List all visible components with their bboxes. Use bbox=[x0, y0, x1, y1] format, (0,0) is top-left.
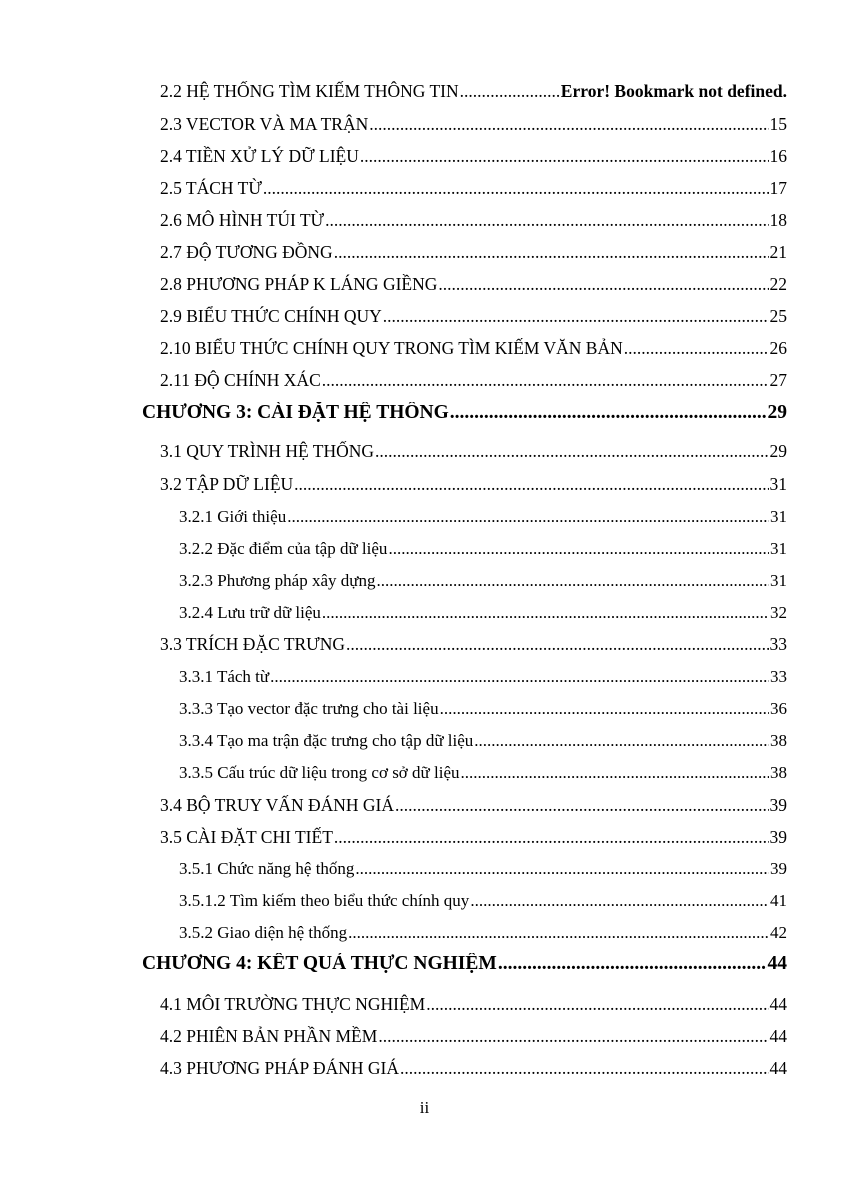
toc-entry-label: 2.11 ĐỘ CHÍNH XÁC bbox=[160, 370, 321, 390]
dot-leader bbox=[474, 731, 769, 751]
toc-entry-label: 2.8 PHƯƠNG PHÁP K LÁNG GIỀNG bbox=[160, 274, 438, 294]
toc-entry-page: 42 bbox=[770, 923, 787, 942]
toc-entry-label: 3.3.4 Tạo ma trận đặc trưng cho tập dữ liệu bbox=[179, 731, 474, 750]
toc-entry-page: 27 bbox=[769, 370, 787, 390]
toc-subentry[interactable] bbox=[179, 539, 787, 559]
toc-entry-label: 2.9 BIỂU THỨC CHÍNH QUY bbox=[160, 306, 382, 326]
toc-entry-page: 33 bbox=[769, 634, 787, 654]
toc-entry-label: 3.5.1 Chức năng hệ thống bbox=[179, 859, 355, 878]
toc-entry-label: 2.2 HỆ THỐNG TÌM KIẾM THÔNG TIN bbox=[160, 81, 459, 101]
toc-entry-page: 21 bbox=[769, 242, 787, 262]
dot-leader bbox=[369, 114, 768, 135]
toc-subentry[interactable] bbox=[179, 507, 787, 527]
toc-entry-label: 3.2.2 Đặc điểm của tập dữ liệu bbox=[179, 539, 388, 558]
toc-entry[interactable] bbox=[160, 242, 787, 263]
dot-leader bbox=[426, 994, 768, 1015]
toc-entry[interactable] bbox=[160, 634, 787, 655]
toc-entry-page: 18 bbox=[769, 210, 787, 230]
toc-entry-page: 26 bbox=[769, 338, 787, 358]
toc-entry-page: 44 bbox=[769, 1026, 787, 1046]
toc-entry[interactable] bbox=[160, 306, 787, 327]
toc-subentry[interactable] bbox=[179, 859, 787, 879]
toc-entry-page: 44 bbox=[767, 953, 787, 974]
toc-entry[interactable] bbox=[160, 441, 787, 462]
dot-leader bbox=[287, 507, 769, 527]
toc-entry[interactable] bbox=[160, 795, 787, 816]
toc-subentry[interactable] bbox=[179, 891, 787, 911]
toc-entry-page: 17 bbox=[769, 178, 787, 198]
toc-subentry[interactable] bbox=[179, 923, 787, 943]
toc-subentry[interactable] bbox=[179, 603, 787, 623]
dot-leader bbox=[322, 603, 769, 623]
toc-subentry[interactable] bbox=[179, 667, 787, 687]
dot-leader bbox=[348, 923, 769, 943]
toc-entry[interactable] bbox=[160, 114, 787, 135]
dot-leader bbox=[346, 634, 768, 655]
toc-entry[interactable] bbox=[160, 994, 787, 1015]
toc-entry-page: 38 bbox=[770, 731, 787, 750]
toc-entry-label: 2.4 TIỀN XỬ LÝ DỮ LIỆU bbox=[160, 146, 359, 166]
toc-entry-page: 15 bbox=[769, 114, 787, 134]
toc-entry-page: 31 bbox=[770, 507, 787, 526]
toc-entry-page: 31 bbox=[769, 474, 787, 494]
toc-entry-page: 39 bbox=[770, 859, 787, 878]
toc-entry[interactable] bbox=[160, 338, 787, 359]
toc-chapter-entry[interactable] bbox=[142, 953, 787, 975]
dot-leader bbox=[270, 667, 769, 687]
toc-entry[interactable] bbox=[160, 146, 787, 167]
toc-entry-label: 4.2 PHIÊN BẢN PHẦN MỀM bbox=[160, 1026, 378, 1046]
toc-entry-label: 4.3 PHƯƠNG PHÁP ĐÁNH GIÁ bbox=[160, 1058, 399, 1078]
toc-entry-label: 3.5.2 Giao diện hệ thống bbox=[179, 923, 348, 942]
toc-entry-label: 3.5 CÀI ĐẶT CHI TIẾT bbox=[160, 827, 333, 847]
toc-entry[interactable] bbox=[160, 81, 787, 102]
toc-subentry[interactable] bbox=[179, 731, 787, 751]
toc-entry[interactable] bbox=[160, 827, 787, 848]
toc-entry-label: 2.3 VECTOR VÀ MA TRẬN bbox=[160, 114, 369, 134]
dot-leader bbox=[325, 210, 768, 231]
toc-entry-label: 3.2.1 Giới thiệu bbox=[179, 507, 287, 526]
dot-leader bbox=[624, 338, 769, 359]
toc-entry-label: CHƯƠNG 3: CÀI ĐẶT HỆ THỐNG bbox=[142, 402, 449, 423]
toc-entry-page: 29 bbox=[767, 402, 787, 423]
dot-leader bbox=[383, 306, 769, 327]
toc-entry-page: 16 bbox=[769, 146, 787, 166]
toc-entry-label: 3.4 BỘ TRUY VẤN ĐÁNH GIÁ bbox=[160, 795, 394, 815]
toc-entry-label: CHƯƠNG 4: KẾT QUẢ THỰC NGHIỆM bbox=[142, 953, 497, 974]
dot-leader bbox=[360, 146, 769, 167]
dot-leader bbox=[395, 795, 769, 816]
toc-entry-page: 33 bbox=[770, 667, 787, 686]
toc-entry[interactable] bbox=[160, 178, 787, 199]
toc-entry-label: 4.1 MÔI TRƯỜNG THỰC NGHIỆM bbox=[160, 994, 426, 1014]
toc-entry-label: 3.5.1.2 Tìm kiếm theo biểu thức chính quy bbox=[179, 891, 470, 910]
toc-entry[interactable] bbox=[160, 210, 787, 231]
toc-entry-page: 44 bbox=[769, 1058, 787, 1078]
toc-subentry[interactable] bbox=[179, 763, 787, 783]
toc-entry-label: 2.6 MÔ HÌNH TÚI TỪ bbox=[160, 210, 325, 230]
dot-leader bbox=[355, 859, 769, 879]
toc-entry-page: 39 bbox=[769, 795, 787, 815]
dot-leader bbox=[334, 827, 769, 848]
toc-entry-page: 39 bbox=[769, 827, 787, 847]
toc-entry-page: 29 bbox=[769, 441, 787, 461]
dot-leader bbox=[378, 1026, 768, 1047]
toc-entry-page: 31 bbox=[770, 571, 787, 590]
toc-entry-label: 3.3 TRÍCH ĐẶC TRƯNG bbox=[160, 634, 346, 654]
toc-entry-page: 38 bbox=[770, 763, 787, 782]
dot-leader bbox=[450, 402, 767, 424]
dot-leader bbox=[263, 178, 769, 199]
toc-entry-page: 32 bbox=[770, 603, 787, 622]
toc-chapter-entry[interactable] bbox=[142, 402, 787, 424]
toc-entry-label: 3.2.3 Phương pháp xây dựng bbox=[179, 571, 376, 590]
toc-entry-label: 3.2 TẬP DỮ LIỆU bbox=[160, 474, 294, 494]
toc-entry-page: 31 bbox=[770, 539, 787, 558]
toc-entry-page: 25 bbox=[769, 306, 787, 326]
toc-entry[interactable] bbox=[160, 370, 787, 391]
toc-entry[interactable] bbox=[160, 1058, 787, 1079]
toc-entry[interactable] bbox=[160, 274, 787, 295]
dot-leader bbox=[461, 763, 770, 783]
toc-entry-page: 36 bbox=[770, 699, 787, 718]
toc-entry-label: 3.1 QUY TRÌNH HỆ THỐNG bbox=[160, 441, 375, 461]
dot-leader bbox=[388, 539, 769, 559]
toc-entry-label: 2.7 ĐỘ TƯƠNG ĐỒNG bbox=[160, 242, 333, 262]
dot-leader bbox=[400, 1058, 769, 1079]
dot-leader bbox=[375, 441, 768, 462]
toc-entry-label: 2.5 TÁCH TỪ bbox=[160, 178, 262, 198]
toc-subentry[interactable] bbox=[179, 699, 787, 719]
toc-entry-page: Error! Bookmark not defined. bbox=[560, 81, 787, 101]
dot-leader bbox=[460, 81, 560, 102]
page-number: ii bbox=[419, 1098, 430, 1117]
dot-leader bbox=[294, 474, 768, 495]
toc-entry-page: 44 bbox=[769, 994, 787, 1014]
toc-subentry[interactable] bbox=[179, 571, 787, 591]
toc-entry[interactable] bbox=[160, 1026, 787, 1047]
toc-entry-label: 3.2.4 Lưu trữ dữ liệu bbox=[179, 603, 321, 622]
dot-leader bbox=[470, 891, 769, 911]
dot-leader bbox=[322, 370, 769, 391]
dot-leader bbox=[334, 242, 769, 263]
toc-entry-label: 3.3.3 Tạo vector đặc trưng cho tài liệu bbox=[179, 699, 439, 718]
dot-leader bbox=[440, 699, 769, 719]
toc-entry-page: 22 bbox=[769, 274, 787, 294]
toc-entry-label: 3.3.5 Cấu trúc dữ liệu trong cơ sở dữ liệu bbox=[179, 763, 460, 782]
toc-entry-label: 2.10 BIỂU THỨC CHÍNH QUY TRONG TÌM KIẾM VĂN BẢN bbox=[160, 338, 623, 358]
dot-leader bbox=[438, 274, 768, 295]
toc-entry-page: 41 bbox=[770, 891, 787, 910]
toc-entry-label: 3.3.1 Tách từ bbox=[179, 667, 270, 686]
dot-leader bbox=[376, 571, 769, 591]
dot-leader bbox=[498, 953, 767, 975]
toc-entry[interactable] bbox=[160, 474, 787, 495]
